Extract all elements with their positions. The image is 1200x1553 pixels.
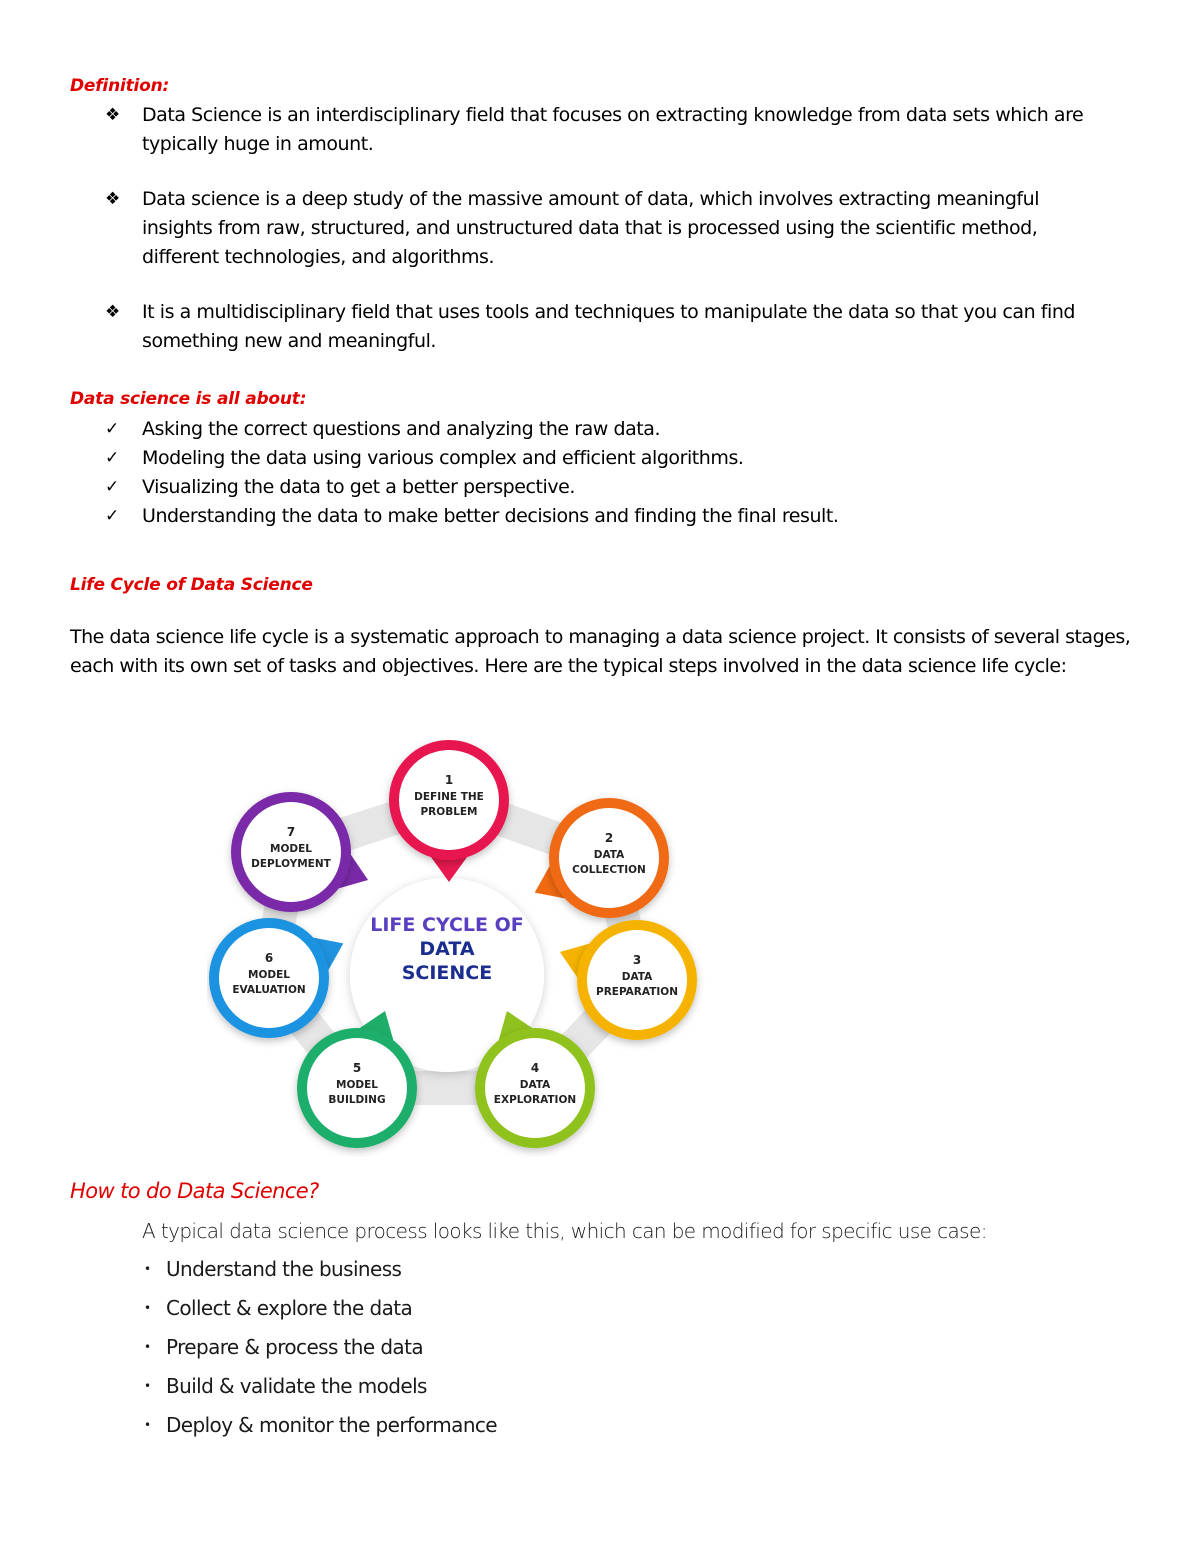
step-label: DEPLOYMENT bbox=[251, 858, 331, 870]
center-title-line: DATA bbox=[419, 938, 475, 960]
lifecycle-paragraph: The data science life cycle is a systematic approach to managing a data science project. It consists of several stages, each with its own set of tasks and objectives. Here are the typical steps involved in the data science life cycle: bbox=[70, 626, 1131, 677]
definition-item: ❖ It is a multidisciplinary field that uses tools and techniques to manipulate the data so that you can find something new and meaningful. bbox=[105, 298, 1105, 356]
center-title-line: SCIENCE bbox=[401, 962, 493, 984]
how-item: • Prepare & process the data bbox=[142, 1328, 1142, 1367]
step-label: EVALUATION bbox=[232, 984, 306, 996]
how-item: • Collect & explore the data bbox=[142, 1289, 1142, 1328]
how-item: • Build & validate the models bbox=[142, 1367, 1142, 1406]
definition-list bbox=[105, 101, 1105, 356]
lifecycle-diagram bbox=[207, 740, 730, 1157]
how-list bbox=[142, 1216, 1142, 1445]
checkmark-icon: ✓ bbox=[105, 477, 119, 497]
how-intro: A typical data science process looks like this, which can be modified for specific use case: bbox=[142, 1219, 987, 1243]
step-label: DATA bbox=[593, 849, 625, 861]
checkmark-icon: ✓ bbox=[105, 419, 119, 439]
step-label: EXPLORATION bbox=[493, 1094, 577, 1106]
diamond-bullet-icon: ❖ bbox=[105, 189, 120, 209]
about-item: ✓ Understanding the data to make better decisions and finding the final result. bbox=[105, 502, 1105, 531]
how-item: • Understand the business bbox=[142, 1250, 1142, 1289]
definition-item: ❖ Data science is a deep study of the massive amount of data, which involves extracting meaningful insights from raw, structured, and unstructured data that is processed using the scientific method, different technologies, and algorithms. bbox=[105, 185, 1105, 272]
step-label: DATA bbox=[621, 971, 653, 983]
step-label: PROBLEM bbox=[420, 806, 478, 818]
step-label: PREPARATION bbox=[596, 986, 678, 998]
center-title-line: LIFE CYCLE OF bbox=[370, 914, 524, 936]
about-item: ✓ Visualizing the data to get a better perspective. bbox=[105, 473, 1105, 502]
about-item: ✓ Asking the correct questions and analyzing the raw data. bbox=[105, 415, 1105, 444]
cycle-step-2 bbox=[535, 798, 669, 918]
about-heading: Data science is all about: bbox=[70, 389, 307, 409]
definition-item: ❖ Data Science is an interdisciplinary field that focuses on extracting knowledge from data sets which are typically huge in amount. bbox=[105, 101, 1105, 159]
step-number: 7 bbox=[286, 825, 296, 839]
step-label: COLLECTION bbox=[572, 864, 646, 876]
step-number: 5 bbox=[352, 1061, 362, 1075]
dot-bullet-icon: • bbox=[144, 1340, 151, 1354]
about-item: ✓ Modeling the data using various complex and efficient algorithms. bbox=[105, 444, 1105, 473]
step-label: MODEL bbox=[270, 843, 312, 855]
step-number: 2 bbox=[604, 831, 614, 845]
step-label: DATA bbox=[519, 1079, 551, 1091]
diamond-bullet-icon: ❖ bbox=[105, 105, 120, 125]
dot-bullet-icon: • bbox=[144, 1301, 151, 1315]
step-number: 6 bbox=[264, 951, 274, 965]
step-label: BUILDING bbox=[328, 1094, 386, 1106]
lifecycle-heading: Life Cycle of Data Science bbox=[70, 575, 313, 595]
step-label: MODEL bbox=[248, 969, 290, 981]
how-heading: How to do Data Science? bbox=[70, 1179, 319, 1203]
about-list bbox=[105, 415, 1105, 531]
step-label: MODEL bbox=[336, 1079, 378, 1091]
checkmark-icon: ✓ bbox=[105, 506, 119, 526]
lifecycle-diagram-svg bbox=[207, 740, 730, 1157]
step-number: 1 bbox=[444, 773, 454, 787]
dot-bullet-icon: • bbox=[144, 1379, 151, 1393]
step-number: 4 bbox=[530, 1061, 540, 1075]
checkmark-icon: ✓ bbox=[105, 448, 119, 468]
definition-heading: Definition: bbox=[70, 76, 170, 96]
cycle-step-1 bbox=[389, 740, 509, 882]
diamond-bullet-icon: ❖ bbox=[105, 302, 120, 322]
how-item: • Deploy & monitor the performance bbox=[142, 1406, 1142, 1445]
step-number: 3 bbox=[632, 953, 642, 967]
step-label: DEFINE THE bbox=[414, 791, 484, 803]
dot-bullet-icon: • bbox=[144, 1418, 151, 1432]
cycle-step-7 bbox=[231, 792, 368, 912]
dot-bullet-icon: • bbox=[144, 1262, 151, 1276]
